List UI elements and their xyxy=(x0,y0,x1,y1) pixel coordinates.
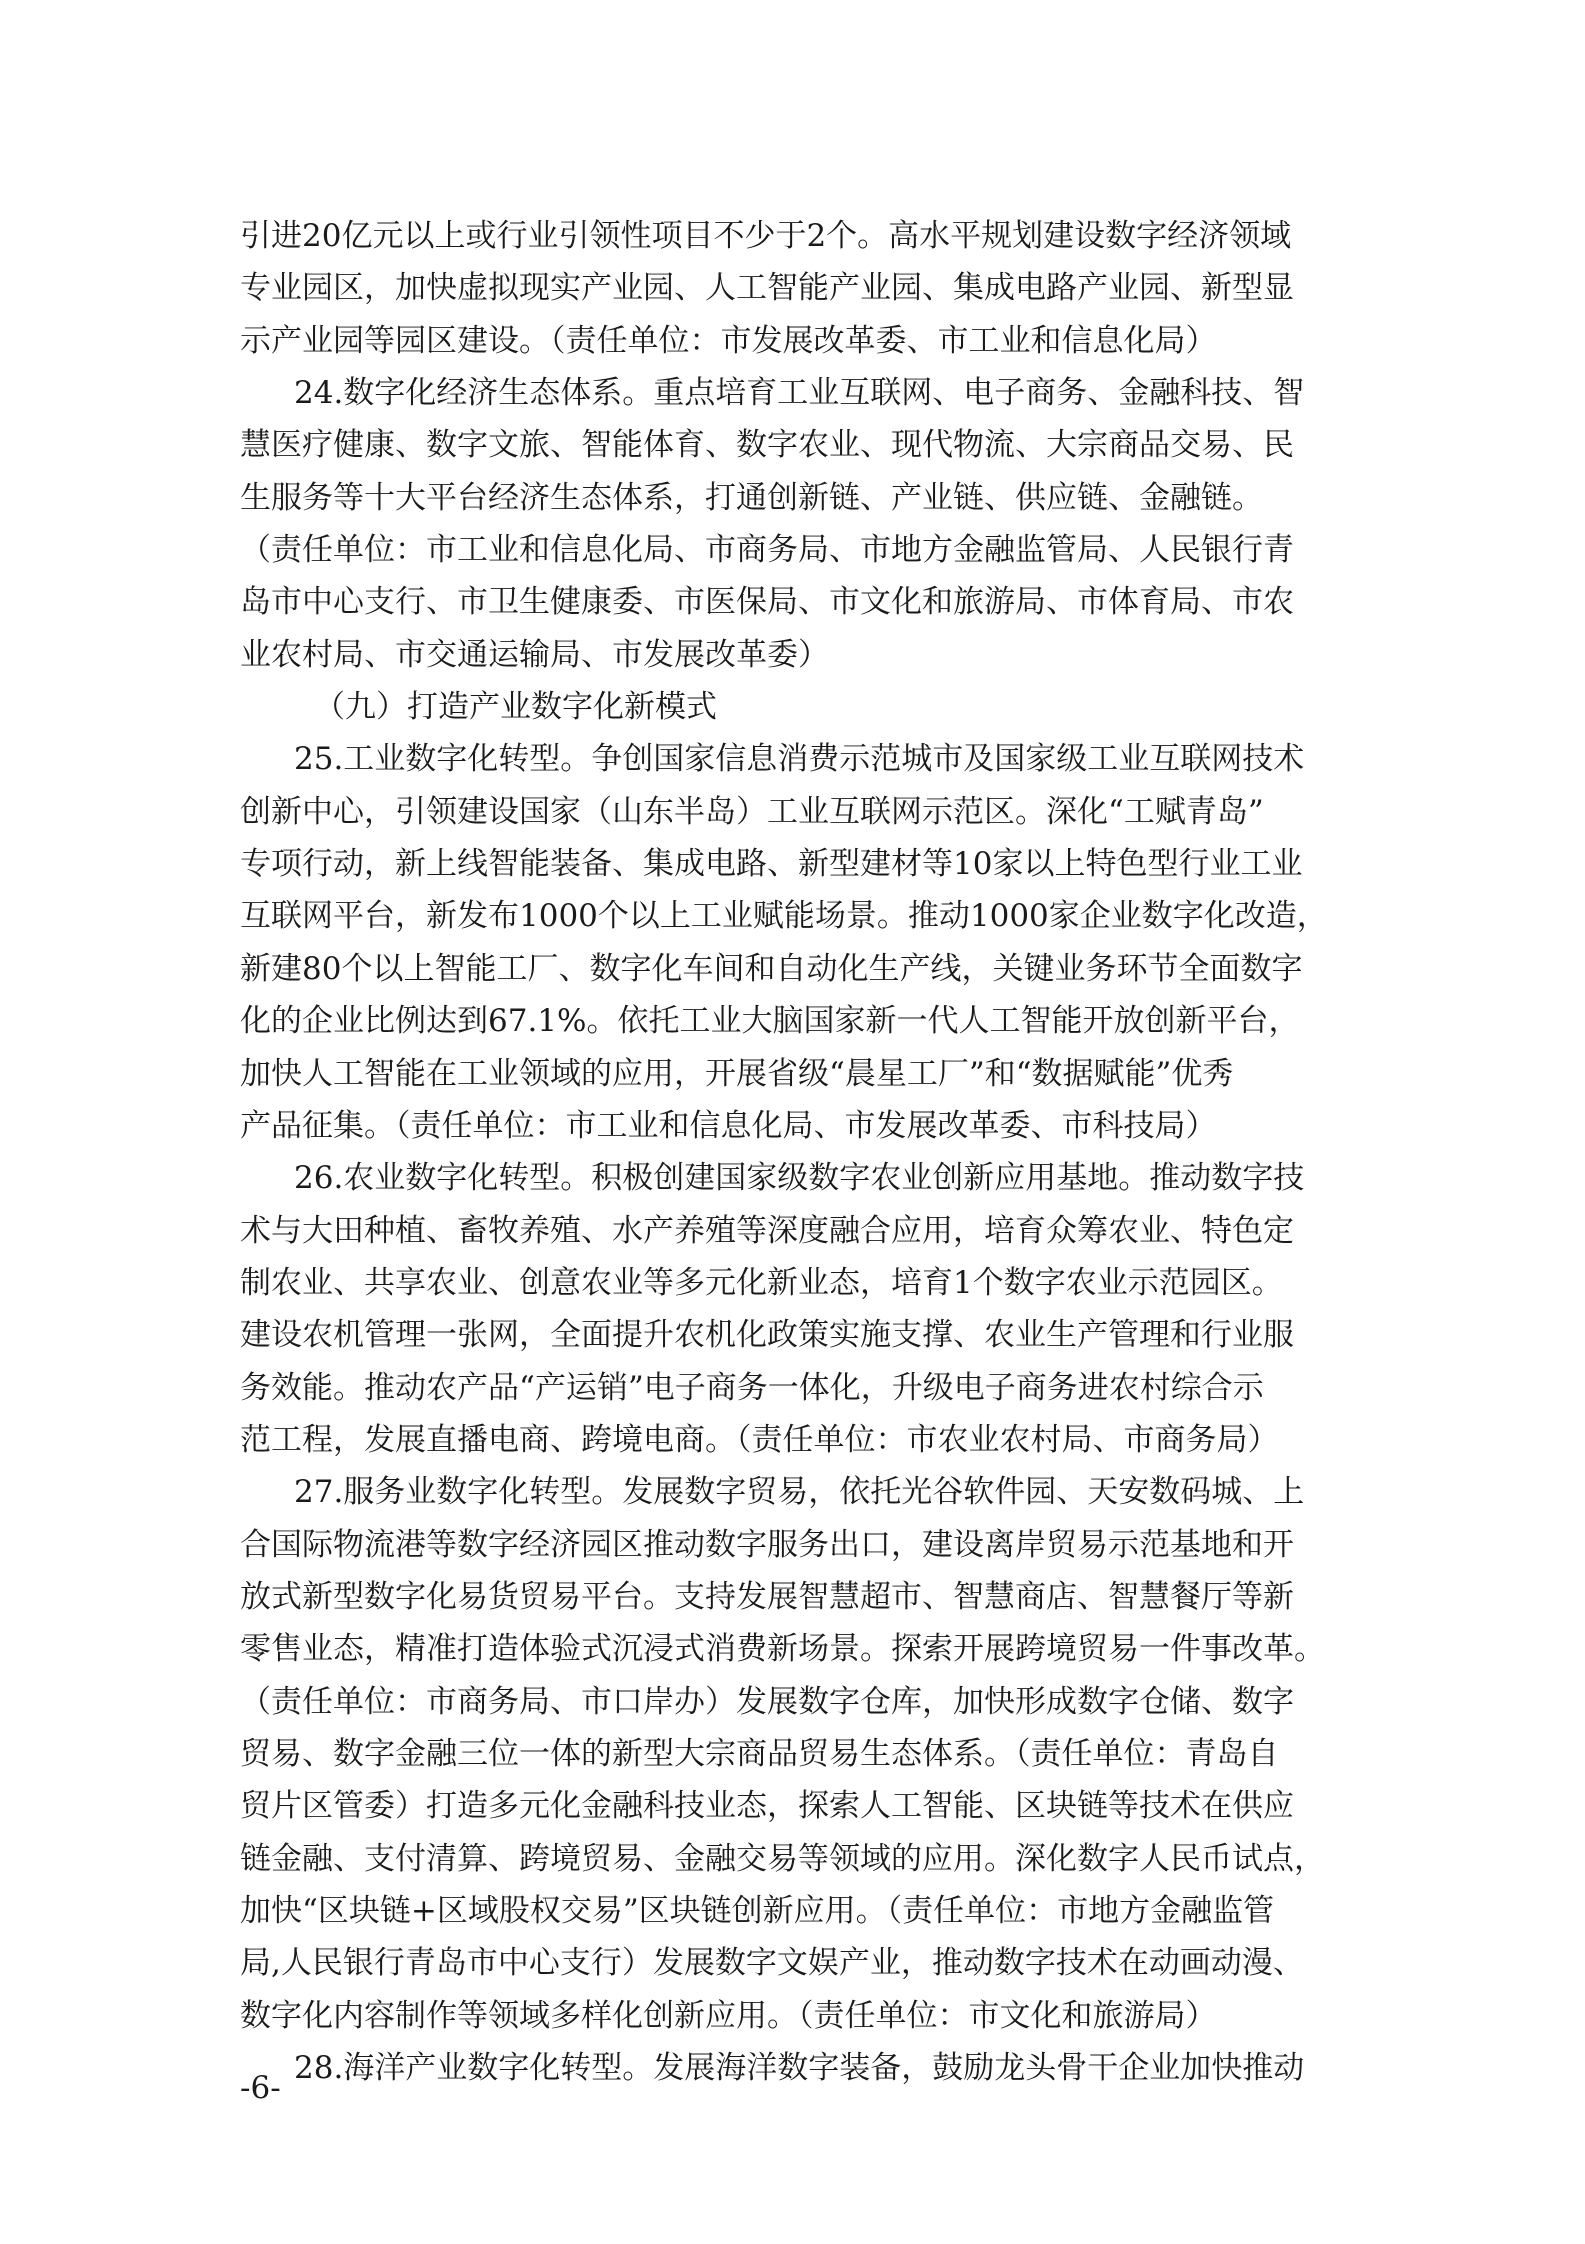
text-line: 贸片区管委）打造多元化金融科技业态，探索人工智能、区块链等技术在供应 xyxy=(240,1788,1294,1825)
paragraph-26-start: 26.农业数字化转型。积极创建国家级数字农业创新应用基地。推动数字技 xyxy=(294,1160,1305,1197)
text-line: 零售业态，精准打造体验式沉浸式消费新场景。探索开展跨境贸易一件事改革。 xyxy=(240,1631,1325,1668)
text-line: 合国际物流港等数字经济园区推动数字服务出口，建设离岸贸易示范基地和开 xyxy=(240,1526,1294,1563)
text-line: 业农村局、市交通运输局、市发展改革委） xyxy=(240,636,829,673)
text-line: 贸易、数字金融三位一体的新型大宗商品贸易生态体系。（责任单位：青岛自 xyxy=(240,1735,1279,1772)
text-line: 专业园区，加快虚拟现实产业园、人工智能产业园、集成电路产业园、新型显 xyxy=(240,270,1294,307)
text-line: 建设农机管理一张网，全面提升农机化政策实施支撑、农业生产管理和行业服 xyxy=(240,1317,1294,1354)
text-line: 产品征集。（责任单位：市工业和信息化局、市发展改革委、市科技局） xyxy=(240,1107,1217,1144)
text-line: 局,人民银行青岛市中心支行）发展数字文娱产业，推动数字技术在动画动漫、 xyxy=(240,1945,1304,1982)
paragraph-25-start: 25.工业数字化转型。争创国家信息消费示范城市及国家级工业互联网技术 xyxy=(294,741,1305,778)
text-line: 放式新型数字化易货贸易平台。支持发展智慧超市、智慧商店、智慧餐厅等新 xyxy=(240,1578,1294,1615)
text-line: （责任单位：市工业和信息化局、市商务局、市地方金融监管局、人民银行青 xyxy=(240,532,1294,569)
text-line: 示产业园等园区建设。（责任单位：市发展改革委、市工业和信息化局） xyxy=(240,322,1217,359)
text-line: 制农业、共享农业、创意农业等多元化新业态，培育1个数字农业示范园区。 xyxy=(240,1264,1283,1301)
paragraph-28-start: 28.海洋产业数字化转型。发展海洋数字装备，鼓励龙头骨干企业加快推动 xyxy=(294,2050,1305,2087)
section-heading: （九）打造产业数字化新模式 xyxy=(314,689,717,726)
text-line: 专项行动，新上线智能装备、集成电路、新型建材等10家以上特色型行业工业 xyxy=(240,846,1303,883)
text-line: 岛市中心支行、市卫生健康委、市医保局、市文化和旅游局、市体育局、市农 xyxy=(240,584,1294,621)
text-line: 新建80个以上智能工厂、数字化车间和自动化生产线，关键业务环节全面数字 xyxy=(240,950,1303,987)
text-line: 生服务等十大平台经济生态体系，打通创新链、产业链、供应链、金融链。 xyxy=(240,479,1263,516)
text-line: 术与大田种植、畜牧养殖、水产养殖等深度融合应用，培育众筹农业、特色定 xyxy=(240,1212,1294,1249)
text-line: 互联网平台，新发布1000个以上工业赋能场景。推动1000家企业数字化改造， xyxy=(240,898,1328,935)
text-line: 加快人工智能在工业领域的应用，开展省级“晨星工厂”和“数据赋能”优秀 xyxy=(240,1055,1234,1092)
text-line: 务效能。推动农产品“产运销”电子商务一体化，升级电子商务进农村综合示 xyxy=(240,1369,1264,1406)
text-line: 范工程，发展直播电商、跨境电商。（责任单位：市农业农村局、市商务局） xyxy=(240,1421,1279,1458)
text-line: （责任单位：市商务局、市口岸办）发展数字仓库，加快形成数字仓储、数字 xyxy=(240,1683,1294,1720)
text-line: 化的企业比例达到67.1%。依托工业大脑国家新一代人工智能开放创新平台， xyxy=(240,1003,1300,1040)
page-number: -6- xyxy=(240,2070,281,2106)
text-line: 创新中心，引领建设国家（山东半岛）工业互联网示范区。深化“工赋青岛” xyxy=(240,793,1264,830)
document-body xyxy=(240,210,1360,2094)
paragraph-24-start: 24.数字化经济生态体系。重点培育工业互联网、电子商务、金融科技、智 xyxy=(294,375,1305,412)
text-line: 链金融、支付清算、跨境贸易、金融交易等领域的应用。深化数字人民币试点， xyxy=(240,1840,1325,1877)
text-line: 引进20亿元以上或行业引领性项目不少于2个。高水平规划建设数字经济领域 xyxy=(240,218,1292,254)
paragraph-27-start: 27.服务业数字化转型。发展数字贸易，依托光谷软件园、天安数码城、上 xyxy=(294,1474,1305,1511)
text-line: 加快“区块链+区域股权交易”区块链创新应用。（责任单位：市地方金融监管 xyxy=(240,1893,1275,1929)
text-line: 数字化内容制作等领域多样化创新应用。（责任单位：市文化和旅游局） xyxy=(240,1997,1217,2034)
text-line: 慧医疗健康、数字文旅、智能体育、数字农业、现代物流、大宗商品交易、民 xyxy=(240,427,1294,464)
